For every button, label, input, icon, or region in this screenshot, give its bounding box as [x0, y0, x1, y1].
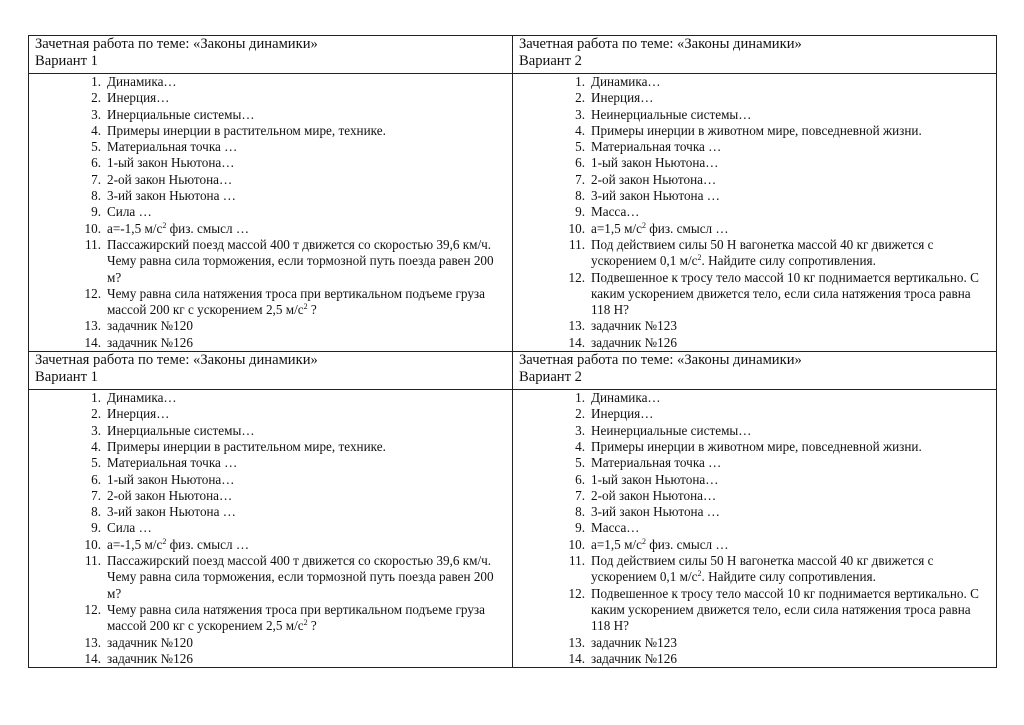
superscript-exponent: 2	[303, 618, 308, 628]
question-number: 10.	[568, 536, 585, 552]
card-title: Зачетная работа по теме: «Законы динамики»	[35, 352, 318, 369]
question-text: Пассажирский поезд массой 400 т движется со скоростью 39,6 км/ч. Чему равна сила торможения, если тормозной путь поезда равен 200 м?	[107, 553, 494, 601]
question-number: 2.	[575, 90, 585, 106]
question-text: 3-ий закон Ньютона …	[591, 504, 720, 520]
question-item	[35, 635, 506, 651]
question-text: Масса…	[591, 204, 640, 220]
question-number: 12.	[84, 285, 101, 301]
question-item	[519, 172, 990, 188]
question-item	[519, 221, 990, 237]
question-text: задачник №123	[591, 634, 677, 650]
question-number: 8.	[91, 188, 101, 204]
question-number: 6.	[575, 155, 585, 171]
question-text: Материальная точка …	[591, 139, 722, 155]
question-item	[519, 455, 990, 471]
question-number: 12.	[568, 269, 585, 285]
question-text: Сила …	[107, 204, 152, 220]
question-number: 13.	[568, 318, 585, 334]
question-item	[519, 504, 990, 520]
question-list	[519, 390, 990, 667]
question-number: 7.	[91, 171, 101, 187]
question-item	[35, 237, 506, 286]
question-number: 8.	[575, 504, 585, 520]
question-text: Примеры инерции в растительном мире, технике.	[107, 122, 386, 138]
question-number: 7.	[575, 171, 585, 187]
question-item	[35, 406, 506, 422]
question-item	[35, 123, 506, 139]
question-item	[519, 335, 990, 351]
question-number: 8.	[575, 188, 585, 204]
question-item	[519, 651, 990, 667]
question-item	[519, 439, 990, 455]
question-number: 9.	[575, 204, 585, 220]
question-text: Инерциальные системы…	[107, 422, 255, 438]
question-text: Примеры инерции в животном мире, повседневной жизни.	[591, 438, 922, 454]
question-text: Масса…	[591, 520, 640, 536]
question-text: 1-ый закон Ньютона…	[107, 471, 235, 487]
question-item	[519, 155, 990, 171]
question-text-tail: физ. смысл …	[645, 220, 729, 236]
card-header-top-left	[29, 36, 513, 74]
question-item	[519, 586, 990, 635]
question-number: 2.	[575, 406, 585, 422]
question-number: 6.	[575, 471, 585, 487]
question-text: Динамика…	[107, 74, 177, 89]
question-item	[35, 553, 506, 602]
question-number: 10.	[84, 220, 101, 236]
card-body-bottom-right	[513, 390, 997, 668]
superscript-exponent: 2	[641, 536, 646, 546]
card-header-top-right	[513, 36, 997, 74]
card-header-bottom-left	[29, 352, 513, 390]
question-number: 2.	[91, 90, 101, 106]
question-number: 13.	[84, 318, 101, 334]
question-item	[35, 221, 506, 237]
card-variant: Вариант 1	[35, 53, 98, 69]
question-text: Под действием силы 50 Н вагонетка массой 40 кг движется с ускорением 0,1 м/с	[591, 236, 934, 269]
question-item	[35, 139, 506, 155]
card-variant: Вариант 2	[519, 53, 582, 69]
question-item	[519, 237, 990, 270]
question-number: 5.	[91, 139, 101, 155]
question-text: Динамика…	[591, 390, 661, 406]
question-number: 10.	[84, 536, 101, 552]
question-item	[35, 472, 506, 488]
question-text: Неинерциальные системы…	[591, 106, 752, 122]
card-title: Зачетная работа по теме: «Законы динамики»	[519, 36, 802, 52]
quiz-table	[28, 35, 997, 668]
question-number: 14.	[568, 334, 585, 350]
question-number: 3.	[91, 422, 101, 438]
superscript-exponent: 2	[303, 302, 308, 312]
card-body-top-right	[513, 74, 997, 352]
question-number: 4.	[91, 122, 101, 138]
question-text: Чему равна сила натяжения троса при вертикальном подъеме груза массой 200 кг с ускорением 2,5 м/с	[107, 601, 485, 634]
question-number: 13.	[84, 634, 101, 650]
question-item	[519, 188, 990, 204]
question-number: 7.	[575, 487, 585, 503]
body-row-bottom	[29, 390, 997, 668]
question-number: 4.	[575, 438, 585, 454]
question-item	[35, 335, 506, 351]
question-text: Динамика…	[107, 390, 177, 406]
question-text: Инерция…	[591, 406, 654, 422]
question-text: 1-ый закон Ньютона…	[107, 155, 235, 171]
question-text: 3-ий закон Ньютона …	[591, 188, 720, 204]
question-item	[35, 188, 506, 204]
question-text: a=-1,5 м/с	[107, 220, 163, 236]
question-text: задачник №120	[107, 318, 193, 334]
question-text: Инерциальные системы…	[107, 106, 255, 122]
question-number: 9.	[91, 520, 101, 536]
question-number: 5.	[575, 455, 585, 471]
question-number: 14.	[568, 650, 585, 666]
question-text: задачник №126	[107, 650, 193, 666]
question-text: a=1,5 м/с	[591, 220, 642, 236]
superscript-exponent: 2	[162, 536, 167, 546]
question-item	[519, 520, 990, 536]
question-text: 1-ый закон Ньютона…	[591, 471, 719, 487]
question-item	[35, 318, 506, 334]
question-number: 14.	[84, 334, 101, 350]
question-item	[519, 74, 990, 90]
question-text-tail: ?	[307, 302, 317, 318]
question-text: Пассажирский поезд массой 400 т движется со скоростью 39,6 км/ч. Чему равна сила торможения, если тормозной путь поезда равен 200 м?	[107, 236, 494, 285]
question-text: Инерция…	[107, 406, 170, 422]
card-variant: Вариант 2	[519, 369, 582, 386]
card-header-bottom-right	[513, 352, 997, 390]
question-item	[519, 90, 990, 106]
question-text: 2-ой закон Ньютона…	[107, 487, 233, 503]
question-list	[35, 390, 506, 667]
question-text: Инерция…	[107, 90, 170, 106]
question-number: 2.	[91, 406, 101, 422]
question-text: 2-ой закон Ньютона…	[591, 487, 717, 503]
question-item	[35, 520, 506, 536]
question-item	[35, 651, 506, 667]
question-text-tail: . Найдите силу сопротивления.	[701, 569, 876, 585]
question-item	[35, 286, 506, 319]
question-item	[519, 107, 990, 123]
question-item	[519, 472, 990, 488]
question-item	[35, 90, 506, 106]
question-number: 11.	[569, 553, 585, 569]
question-number: 14.	[84, 650, 101, 666]
body-row-top	[29, 74, 997, 352]
question-text: Материальная точка …	[107, 455, 238, 471]
question-number: 8.	[91, 504, 101, 520]
question-text: Инерция…	[591, 90, 654, 106]
question-number: 11.	[85, 553, 101, 569]
card-variant: Вариант 1	[35, 369, 98, 386]
question-item	[519, 123, 990, 139]
question-text: задачник №126	[591, 650, 677, 666]
question-text: Сила …	[107, 520, 152, 536]
question-text: задачник №123	[591, 318, 677, 334]
question-number: 4.	[575, 122, 585, 138]
superscript-exponent: 2	[162, 220, 167, 230]
question-item	[519, 270, 990, 319]
question-text: задачник №126	[591, 334, 677, 350]
question-text: Примеры инерции в растительном мире, технике.	[107, 438, 386, 454]
question-text: 2-ой закон Ньютона…	[591, 171, 717, 187]
question-number: 1.	[91, 74, 101, 89]
question-item	[519, 139, 990, 155]
card-body-bottom-left	[29, 390, 513, 668]
question-number: 12.	[84, 601, 101, 617]
question-text: Материальная точка …	[591, 455, 722, 471]
question-item	[519, 488, 990, 504]
question-item	[519, 423, 990, 439]
question-number: 7.	[91, 487, 101, 503]
question-item	[35, 602, 506, 635]
question-number: 9.	[91, 204, 101, 220]
question-text: Подвешенное к тросу тело массой 10 кг поднимается вертикально. С каким ускорением движется тело, если сила натяжения троса равна 118 Н?	[591, 585, 979, 634]
question-number: 11.	[569, 236, 585, 252]
superscript-exponent: 2	[641, 220, 646, 230]
question-text: a=-1,5 м/с	[107, 536, 163, 552]
header-row-top	[29, 36, 997, 74]
question-list	[519, 74, 990, 351]
question-text-tail: физ. смысл …	[645, 536, 729, 552]
question-item	[35, 455, 506, 471]
question-number: 4.	[91, 438, 101, 454]
question-item	[35, 488, 506, 504]
question-text: 2-ой закон Ньютона…	[107, 171, 233, 187]
question-text: a=1,5 м/с	[591, 536, 642, 552]
question-item	[519, 406, 990, 422]
question-text: 3-ий закон Ньютона …	[107, 504, 236, 520]
question-text-tail: . Найдите силу сопротивления.	[701, 253, 876, 269]
question-list	[35, 74, 506, 351]
question-text-tail: физ. смысл …	[166, 220, 250, 236]
question-text: 3-ий закон Ньютона …	[107, 188, 236, 204]
question-number: 3.	[575, 422, 585, 438]
question-number: 1.	[575, 74, 585, 89]
question-text: Чему равна сила натяжения троса при вертикальном подъеме груза массой 200 кг с ускорением 2,5 м/с	[107, 285, 485, 318]
question-text: Динамика…	[591, 74, 661, 89]
card-title: Зачетная работа по теме: «Законы динамики»	[519, 352, 802, 369]
question-item	[35, 155, 506, 171]
question-item	[519, 204, 990, 220]
question-text-tail: физ. смысл …	[166, 536, 250, 552]
question-item	[519, 553, 990, 586]
question-text: Под действием силы 50 Н вагонетка массой 40 кг движется с ускорением 0,1 м/с	[591, 553, 934, 585]
question-number: 5.	[91, 455, 101, 471]
question-item	[35, 390, 506, 406]
card-title: Зачетная работа по теме: «Законы динамики»	[35, 36, 318, 52]
question-item	[35, 204, 506, 220]
question-item	[519, 635, 990, 651]
question-text: Материальная точка …	[107, 139, 238, 155]
question-item	[35, 439, 506, 455]
question-number: 6.	[91, 471, 101, 487]
question-text: Неинерциальные системы…	[591, 422, 752, 438]
question-item	[35, 172, 506, 188]
question-item	[35, 537, 506, 553]
question-number: 13.	[568, 634, 585, 650]
question-text: Подвешенное к тросу тело массой 10 кг поднимается вертикально. С каким ускорением движется тело, если сила натяжения троса равна 118 Н?	[591, 269, 979, 318]
question-text: задачник №120	[107, 634, 193, 650]
question-text-tail: ?	[307, 618, 317, 634]
question-item	[519, 318, 990, 334]
question-number: 6.	[91, 155, 101, 171]
question-item	[35, 504, 506, 520]
question-number: 3.	[575, 106, 585, 122]
question-number: 1.	[91, 390, 101, 406]
question-number: 9.	[575, 520, 585, 536]
question-number: 10.	[568, 220, 585, 236]
question-number: 12.	[568, 585, 585, 601]
question-item	[519, 390, 990, 406]
question-item	[35, 107, 506, 123]
question-text: 1-ый закон Ньютона…	[591, 155, 719, 171]
question-number: 5.	[575, 139, 585, 155]
question-item	[519, 537, 990, 553]
question-item	[35, 423, 506, 439]
question-text: Примеры инерции в животном мире, повседневной жизни.	[591, 122, 922, 138]
header-row-bottom	[29, 352, 997, 390]
question-item	[35, 74, 506, 90]
question-number: 1.	[575, 390, 585, 406]
card-body-top-left	[29, 74, 513, 352]
question-number: 3.	[91, 106, 101, 122]
question-text: задачник №126	[107, 334, 193, 350]
question-number: 11.	[85, 236, 101, 252]
superscript-exponent: 2	[697, 253, 702, 263]
superscript-exponent: 2	[697, 569, 702, 579]
